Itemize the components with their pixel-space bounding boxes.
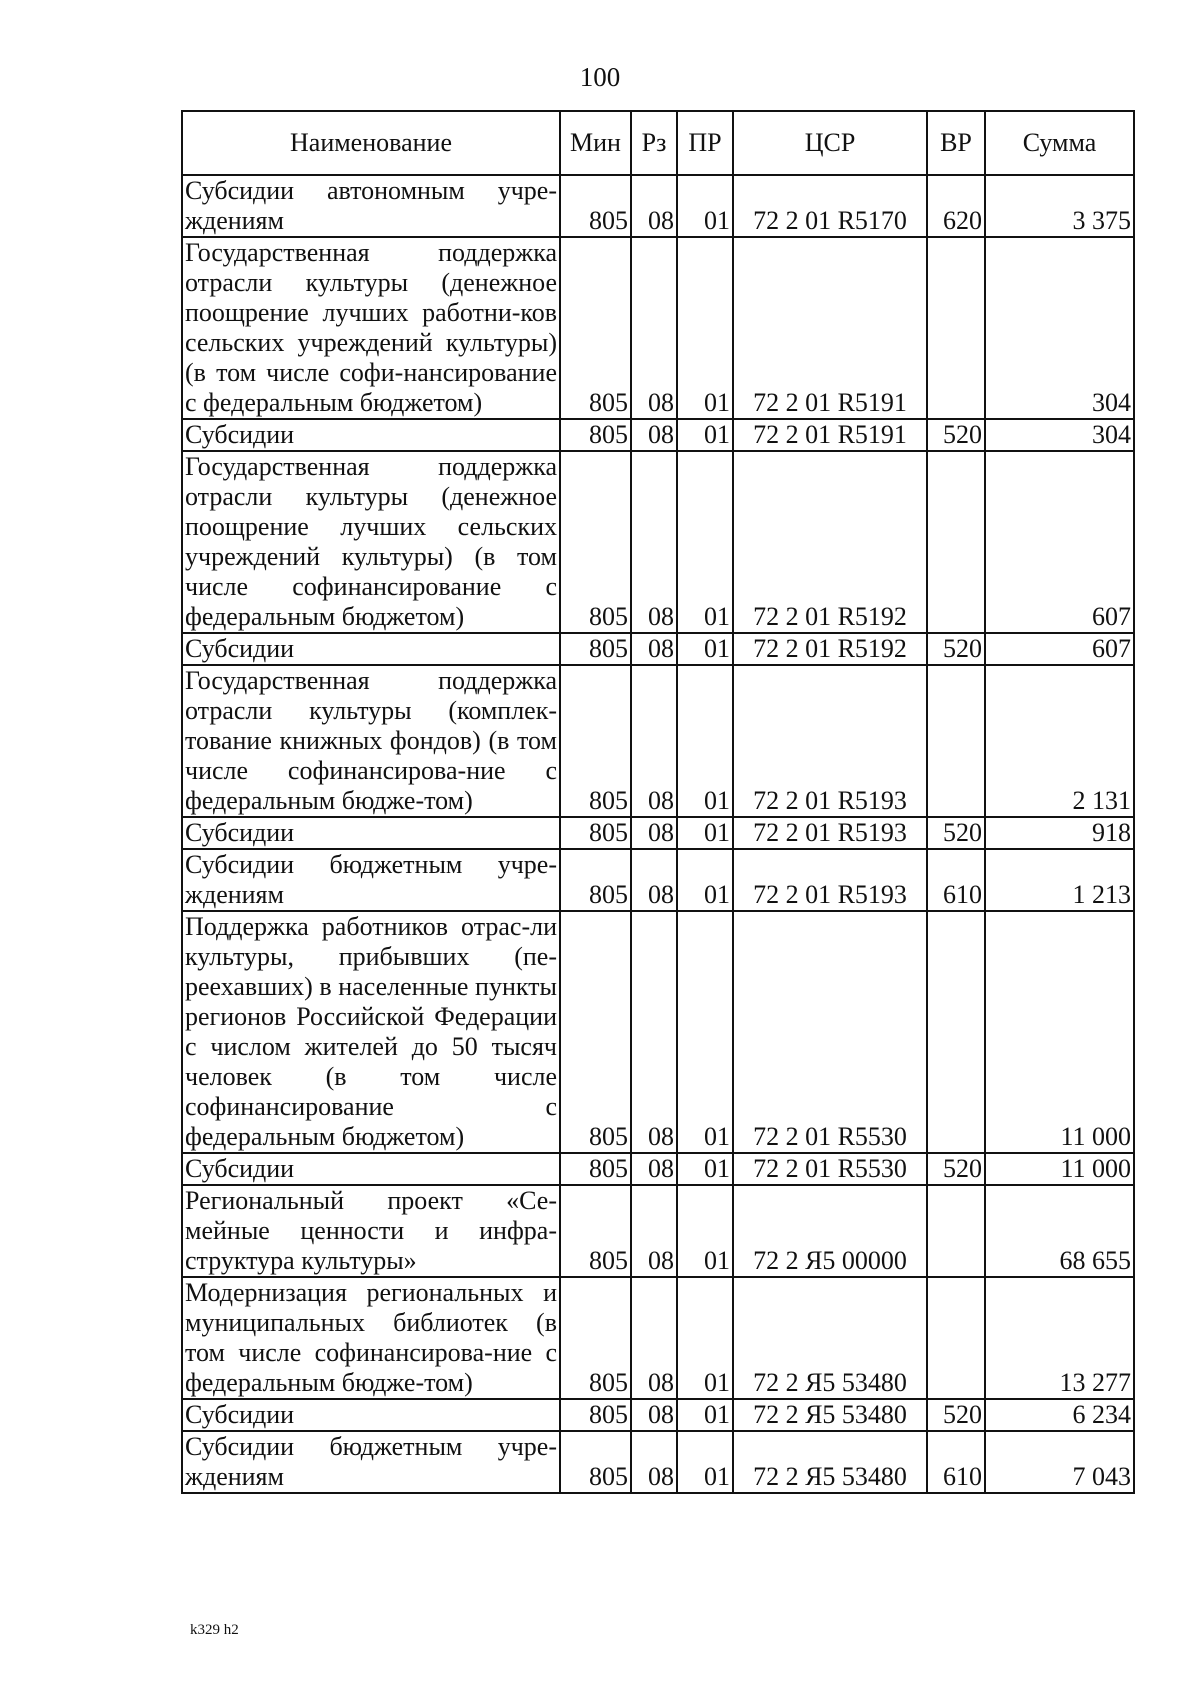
row-min: 805	[560, 1399, 631, 1431]
row-min: 805	[560, 1185, 631, 1277]
row-csr: 72 2 01 R5170	[733, 175, 927, 237]
row-csr: 72 2 01 R5191	[733, 419, 927, 451]
row-min: 805	[560, 1277, 631, 1399]
row-csr: 72 2 Я5 53480	[733, 1431, 927, 1493]
row-pr: 01	[677, 1431, 733, 1493]
row-vr: 520	[927, 817, 985, 849]
row-name: Модернизация региональных и муниципальных библиотек (в том числе софинансирова-ние с федеральным бюдже-том)	[182, 1277, 560, 1399]
header-pr: ПР	[677, 111, 733, 175]
row-sum: 1 213	[985, 849, 1134, 911]
row-rz: 08	[631, 1185, 677, 1277]
row-pr: 01	[677, 451, 733, 633]
table-row	[182, 849, 1134, 911]
row-pr: 01	[677, 175, 733, 237]
row-rz: 08	[631, 849, 677, 911]
header-name: Наименование	[182, 111, 560, 175]
header-sum: Сумма	[985, 111, 1134, 175]
header-min: Мин	[560, 111, 631, 175]
row-vr: 520	[927, 419, 985, 451]
row-pr: 01	[677, 237, 733, 419]
row-csr: 72 2 01 R5530	[733, 911, 927, 1153]
row-sum: 11 000	[985, 1153, 1134, 1185]
row-pr: 01	[677, 633, 733, 665]
header-rz: Рз	[631, 111, 677, 175]
row-vr: 520	[927, 633, 985, 665]
row-csr: 72 2 01 R5193	[733, 665, 927, 817]
table-row	[182, 1153, 1134, 1185]
row-rz: 08	[631, 911, 677, 1153]
row-pr: 01	[677, 419, 733, 451]
row-sum: 7 043	[985, 1431, 1134, 1493]
row-vr	[927, 911, 985, 1153]
table-row	[182, 419, 1134, 451]
table-row	[182, 1277, 1134, 1399]
row-name: Государственная поддержка отрасли культуры (денежное поощрение лучших сельских учреждений культуры) (в том числе софинансирование с федеральным бюджетом)	[182, 451, 560, 633]
row-min: 805	[560, 817, 631, 849]
row-min: 805	[560, 665, 631, 817]
row-sum: 6 234	[985, 1399, 1134, 1431]
row-csr: 72 2 Я5 53480	[733, 1277, 927, 1399]
row-min: 805	[560, 175, 631, 237]
row-sum: 68 655	[985, 1185, 1134, 1277]
row-csr: 72 2 01 R5193	[733, 817, 927, 849]
row-sum: 2 131	[985, 665, 1134, 817]
row-name: Субсидии	[182, 1153, 560, 1185]
row-vr: 520	[927, 1153, 985, 1185]
row-min: 805	[560, 237, 631, 419]
row-sum: 304	[985, 419, 1134, 451]
table-row	[182, 817, 1134, 849]
row-rz: 08	[631, 1399, 677, 1431]
row-name: Субсидии бюджетным учре-ждениям	[182, 1431, 560, 1493]
row-sum: 607	[985, 451, 1134, 633]
row-name: Субсидии	[182, 817, 560, 849]
row-min: 805	[560, 451, 631, 633]
row-name: Субсидии автономным учре-ждениям	[182, 175, 560, 237]
row-name: Государственная поддержка отрасли культуры (денежное поощрение лучших работни-ков сельских учреждений культуры) (в том числе софи-нансирование с федеральным бюджетом)	[182, 237, 560, 419]
row-pr: 01	[677, 1277, 733, 1399]
row-pr: 01	[677, 911, 733, 1153]
table-row	[182, 1399, 1134, 1431]
row-rz: 08	[631, 1431, 677, 1493]
row-rz: 08	[631, 633, 677, 665]
row-vr: 520	[927, 1399, 985, 1431]
row-csr: 72 2 01 R5192	[733, 451, 927, 633]
table-row	[182, 175, 1134, 237]
table-row	[182, 1185, 1134, 1277]
table-row	[182, 1431, 1134, 1493]
row-vr: 610	[927, 1431, 985, 1493]
row-csr: 72 2 01 R5193	[733, 849, 927, 911]
row-pr: 01	[677, 1153, 733, 1185]
row-sum: 607	[985, 633, 1134, 665]
row-rz: 08	[631, 1277, 677, 1399]
row-sum: 918	[985, 817, 1134, 849]
row-vr	[927, 665, 985, 817]
row-name: Государственная поддержка отрасли культуры (комплек-тование книжных фондов) (в том числе софинансирова-ние с федеральным бюдже-том)	[182, 665, 560, 817]
header-vr: ВР	[927, 111, 985, 175]
row-rz: 08	[631, 817, 677, 849]
row-pr: 01	[677, 849, 733, 911]
row-vr	[927, 1277, 985, 1399]
table-body	[182, 175, 1134, 1493]
row-rz: 08	[631, 1153, 677, 1185]
row-min: 805	[560, 1153, 631, 1185]
row-min: 805	[560, 1431, 631, 1493]
row-name: Поддержка работников отрас-ли культуры, прибывших (пе-реехавших) в населенные пункты регионов Российской Федерации с числом жителей до 50 тысяч человек (в том числе софинансирование с федеральным бюджетом)	[182, 911, 560, 1153]
row-csr: 72 2 01 R5191	[733, 237, 927, 419]
row-sum: 304	[985, 237, 1134, 419]
row-pr: 01	[677, 1399, 733, 1431]
header-csr: ЦСР	[733, 111, 927, 175]
row-rz: 08	[631, 451, 677, 633]
row-name: Региональный проект «Се-мейные ценности и инфра-структура культуры»	[182, 1185, 560, 1277]
row-csr: 72 2 Я5 53480	[733, 1399, 927, 1431]
row-pr: 01	[677, 817, 733, 849]
row-rz: 08	[631, 175, 677, 237]
row-pr: 01	[677, 665, 733, 817]
row-csr: 72 2 01 R5530	[733, 1153, 927, 1185]
row-name: Субсидии	[182, 633, 560, 665]
row-rz: 08	[631, 419, 677, 451]
row-csr: 72 2 01 R5192	[733, 633, 927, 665]
row-sum: 3 375	[985, 175, 1134, 237]
row-vr	[927, 451, 985, 633]
row-vr	[927, 1185, 985, 1277]
table-row	[182, 237, 1134, 419]
table-header-row	[182, 111, 1134, 175]
row-vr	[927, 237, 985, 419]
row-sum: 11 000	[985, 911, 1134, 1153]
row-name: Субсидии бюджетным учре-ждениям	[182, 849, 560, 911]
row-pr: 01	[677, 1185, 733, 1277]
row-name: Субсидии	[182, 419, 560, 451]
footer-code: k329 h2	[190, 1622, 239, 1638]
table-row	[182, 633, 1134, 665]
table-row	[182, 665, 1134, 817]
row-min: 805	[560, 633, 631, 665]
row-min: 805	[560, 911, 631, 1153]
row-rz: 08	[631, 237, 677, 419]
row-rz: 08	[631, 665, 677, 817]
row-sum: 13 277	[985, 1277, 1134, 1399]
page-number: 100	[579, 62, 621, 92]
table-row	[182, 911, 1134, 1153]
table-row	[182, 451, 1134, 633]
row-min: 805	[560, 849, 631, 911]
row-vr: 620	[927, 175, 985, 237]
row-vr: 610	[927, 849, 985, 911]
row-csr: 72 2 Я5 00000	[733, 1185, 927, 1277]
row-min: 805	[560, 419, 631, 451]
row-name: Субсидии	[182, 1399, 560, 1431]
budget-table	[181, 110, 1135, 1494]
